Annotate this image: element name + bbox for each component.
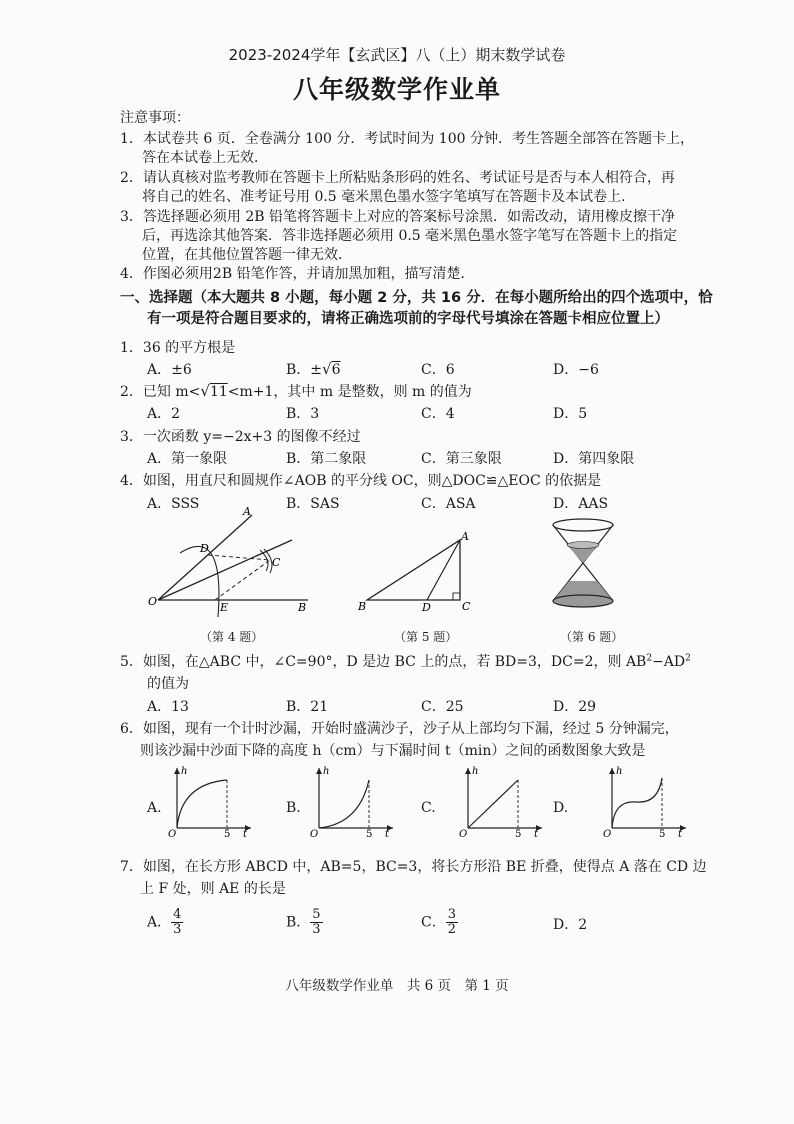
svg-text:h: h xyxy=(616,766,623,777)
svg-text:O: O xyxy=(603,829,612,838)
section-heading-cont: 有一项是符合题目要求的，请将正确选项前的字母代号填涂在答题卡相应位置上） xyxy=(147,311,669,327)
notice-heading: 注意事项： xyxy=(120,110,190,126)
figure-6-hourglass xyxy=(545,515,625,615)
question-5-stem: 5．如图，在△ABC 中，∠C=90°，D 是边 BC 上的点，若 BD=3，DC=2，则 $AB^2-AD^2$ xyxy=(120,653,691,670)
svg-text:5: 5 xyxy=(366,829,373,838)
q4-option-a: A．SSS xyxy=(147,496,200,512)
question-4-stem: 4．如图，用直尺和圆规作∠AOB 的平分线 OC，则△DOC≌△EOC 的依据是 xyxy=(120,473,602,489)
q5-option-b: B．21 xyxy=(286,699,329,715)
figure-5-right-triangle xyxy=(355,530,480,620)
notice-line: 位置，在其他位置答题一律无效． xyxy=(142,247,352,263)
svg-text:5: 5 xyxy=(515,829,522,838)
q7-option-b: B． $\frac{5}{3}$ xyxy=(286,907,321,937)
q3-option-d: D．第四象限 xyxy=(553,451,635,467)
label-c: C xyxy=(272,556,281,569)
page-footer: 八年级数学作业单 共 6 页 第 1 页 xyxy=(285,978,509,994)
svg-text:O: O xyxy=(168,829,177,838)
figure-4-angle-bisector xyxy=(140,505,320,630)
question-3-stem: 3．一次函数 y=−2x+3 的图像不经过 xyxy=(120,429,361,445)
label-d: D xyxy=(422,601,431,614)
label-a: A xyxy=(461,530,469,543)
svg-text:5: 5 xyxy=(224,829,231,838)
q2-option-c: C．4 xyxy=(421,406,455,422)
q2-option-b: B．3 xyxy=(286,406,320,422)
svg-text:O: O xyxy=(310,829,319,838)
q6-graph-a xyxy=(165,762,255,838)
q6-graph-c xyxy=(456,762,546,838)
q1-option-d: D．−6 xyxy=(553,362,599,378)
label-e: E xyxy=(220,601,229,614)
q6-graph-d xyxy=(600,762,690,838)
q2-option-d: D．5 xyxy=(553,406,588,422)
svg-text:h: h xyxy=(181,766,188,777)
question-6-stem-cont: 则该沙漏中沙面下降的高度 h（cm）与下漏时间 t（min）之间的函数图象大致是 xyxy=(140,743,646,759)
svg-text:t: t xyxy=(678,829,683,838)
figure-4-caption: （第 4 题） xyxy=(200,630,264,644)
label-b: B xyxy=(358,600,367,613)
page-title: 八年级数学作业单 xyxy=(292,75,501,104)
q7-option-c: C． $\frac{3}{2}$ xyxy=(421,907,456,937)
q3-option-a: A．第一象限 xyxy=(147,451,228,467)
notice-line: 1．本试卷共 6 页．全卷满分 100 分．考试时间为 100 分钟．考生答题全部答在答题卡上， xyxy=(120,131,694,147)
q6-option-a-label: A. xyxy=(147,800,162,816)
question-6-stem: 6．如图，现有一个计时沙漏，开始时盛满沙子，沙子从上部均匀下漏，经过 5 分钟漏完， xyxy=(120,721,679,737)
q2-option-a: A．2 xyxy=(147,406,181,422)
label-c: C xyxy=(462,600,471,613)
q7-option-d: D．2 xyxy=(553,917,588,933)
svg-text:h: h xyxy=(323,766,330,777)
svg-text:t: t xyxy=(534,829,539,838)
q1-option-b: B．±√6 xyxy=(286,360,341,378)
q7-option-a: A． $\frac{4}{3}$ xyxy=(147,907,182,937)
q1-option-c: C．6 xyxy=(421,362,455,378)
question-1-stem: 1．36 的平方根是 xyxy=(120,340,236,356)
svg-text:5: 5 xyxy=(659,829,666,838)
figure-6-caption: （第 6 题） xyxy=(560,630,624,644)
q3-option-b: B．第二象限 xyxy=(286,451,367,467)
figure-5-caption: （第 5 题） xyxy=(394,630,458,644)
notice-line: 将自己的姓名、准考证号用 0.5 毫米黑色墨水签字笔填写在答题卡及本试卷上． xyxy=(142,189,636,205)
q1-option-a: A．±6 xyxy=(147,362,192,378)
q6-option-b-label: B. xyxy=(286,800,301,816)
q4-option-d: D．AAS xyxy=(553,496,609,512)
label-d: D xyxy=(200,542,209,555)
notice-line: 4．作图必须用2B 铅笔作答，并请加黑加粗，描写清楚． xyxy=(120,266,475,282)
label-o: O xyxy=(148,595,158,608)
svg-text:t: t xyxy=(385,829,390,838)
question-5-stem-cont: 的值为 xyxy=(147,676,189,692)
question-7-stem: 7．如图，在长方形 ABCD 中，AB=5，BC=3，将长方形沿 BE 折叠，使得点 A 落在 CD 边 xyxy=(120,859,707,875)
q3-option-c: C．第三象限 xyxy=(421,451,502,467)
q6-option-d-label: D. xyxy=(553,800,569,816)
label-a: A xyxy=(243,505,251,518)
notice-line: 3．答选择题必须用 2B 铅笔将答题卡上对应的答案标号涂黑．如需改动，请用橡皮擦干净 xyxy=(120,209,676,225)
svg-text:h: h xyxy=(472,766,479,777)
svg-text:t: t xyxy=(243,829,248,838)
notice-line: 后，再选涂其他答案．答非选择题必须用 0.5 毫米黑色墨水签字笔写在答题卡上的指定 xyxy=(142,228,678,244)
notice-line: 2．请认真核对监考教师在答题卡上所粘贴条形码的姓名、考试证号是否与本人相符合，再 xyxy=(120,170,675,186)
label-b: B xyxy=(298,601,307,614)
q6-option-c-label: C. xyxy=(421,800,436,816)
exam-header: 2023-2024学年【玄武区】八（上）期末数学试卷 xyxy=(228,46,566,64)
section-heading: 一、选择题（本大题共 8 小题，每小题 2 分，共 16 分．在每小题所给出的四个选项中，恰 xyxy=(120,290,713,306)
q5-option-d: D．29 xyxy=(553,699,597,715)
question-2-stem: 2．已知 m<√11<m+1，其中 m 是整数，则 m 的值为 xyxy=(120,382,472,400)
notice-line: 答在本试卷上无效． xyxy=(142,150,268,166)
q5-option-a: A．13 xyxy=(147,699,189,715)
q4-option-c: C．ASA xyxy=(421,496,476,512)
question-7-stem-cont: 上 F 处，则 AE 的长是 xyxy=(140,881,286,897)
q5-option-c: C．25 xyxy=(421,699,464,715)
q6-graph-b xyxy=(307,762,397,838)
q4-option-b: B．SAS xyxy=(286,496,340,512)
svg-text:O: O xyxy=(459,829,468,838)
